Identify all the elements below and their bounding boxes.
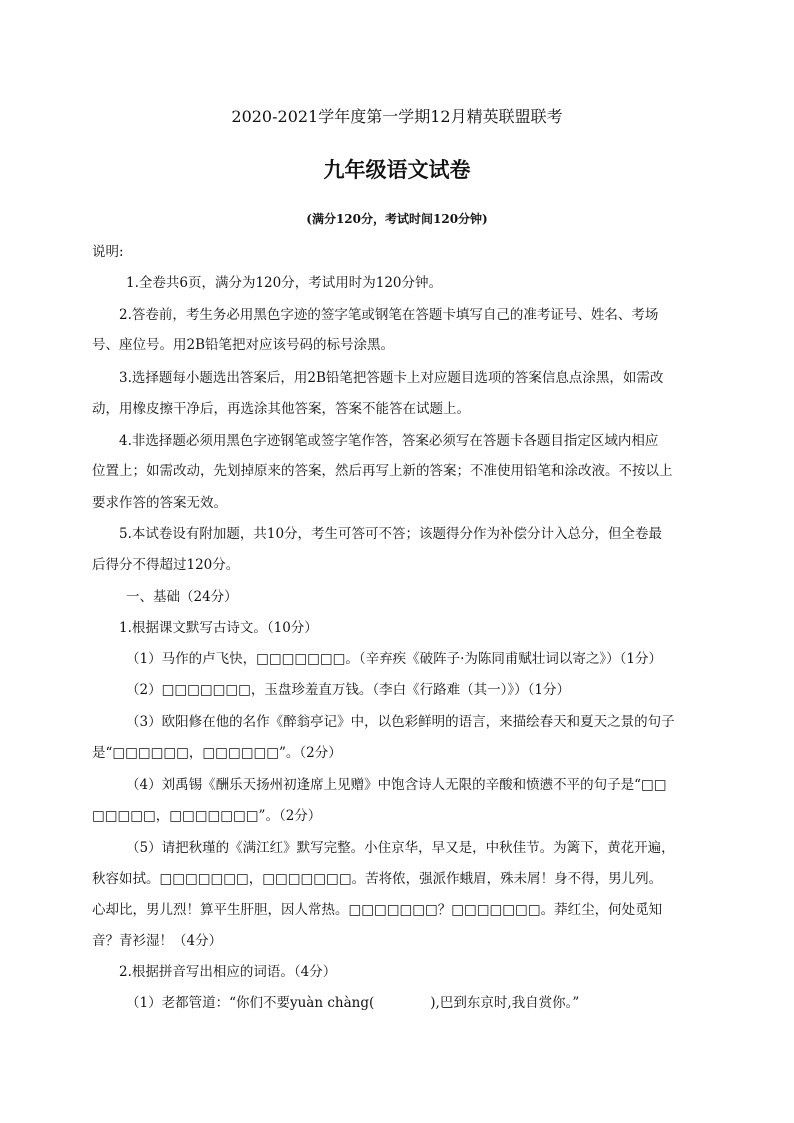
instruction-item-2-line-1: 2.答卷前，考生务必用黑色字迹的签字笔或钢笔在答题卡填写自己的准考证号、姓名、考场 (119, 307, 659, 323)
paper-title: 九年级语文试卷 (323, 157, 471, 182)
question-1-part-5-line-1: （5）请把秋瑾的《满江红》默写完整。小住京华，早又是，中秋佳节。为篱下，黄花开遍， (126, 840, 675, 856)
question-2-part-1-ending: ),巴到东京时,我自赏你。” (430, 995, 580, 1011)
instruction-item-4-line-1: 4.非选择题必须用黑色字迹钢笔或签字笔作答，答案必须写在答题卡各题目指定区域内相应 (119, 433, 659, 449)
question-1-part-2: （2）□□□□□□□，玉盘珍羞直万钱。（李白《行路难（其一）》）（1分） (126, 682, 570, 698)
question-1-part-5-line-4: 音？青衫湿！（4分） (92, 933, 223, 949)
question-1-part-3-line-2: 是“□□□□□□，□□□□□□”。（2分） (92, 745, 342, 761)
question-2-part-1-prompt: （1）老都管道：“你们不要yuàn chàng( (126, 995, 375, 1011)
question-2-part-1 (126, 993, 579, 1013)
instruction-item-3-line-2: 动，用橡皮擦干净后，再选涂其他答案，答案不能答在试题上。 (92, 401, 470, 417)
question-1-title: 1.根据课文默写古诗文。（10分） (119, 620, 318, 636)
question-1-part-5-line-3: 心却比，男儿烈！算平生肝胆，因人常热。□□□□□□□？□□□□□□□。莽红尘，何处觅知 (92, 902, 663, 918)
section-heading: 一、基础（24分） (126, 589, 238, 605)
instruction-item-4-line-3: 要求作答的答案无效。 (92, 495, 227, 511)
instruction-item-5-line-1: 5.本试卷设有附加题，共10分，考生可答可不答；该题得分作为补偿分计入总分，但全卷最 (119, 526, 663, 542)
question-1-part-1: （1）马作的卢飞快，□□□□□□□。（辛弃疾《破阵子·为陈同甫赋壮词以寄之》）（1分） (126, 651, 663, 667)
question-1-part-4-line-1: （4）刘禹锡《酬乐天扬州初逢席上见赠》中饱含诗人无限的辛酸和愤懑不平的句子是“□□ (126, 777, 667, 793)
instruction-item-4-line-2: 位置上；如需改动，先划掉原来的答案，然后再写上新的答案；不准使用铅笔和涂改液。不按以上 (92, 463, 673, 479)
question-1-part-3-line-1: （3）欧阳修在他的名作《醉翁亭记》中，以色彩鲜明的语言，来描绘春天和夏天之景的句子 (126, 714, 675, 730)
instruction-item-2-line-2: 号、座位号。用2B铅笔把对应该号码的标号涂黑。 (92, 337, 395, 353)
instruction-item-1: 1.全卷共6页，满分为120分，考试用时为120分钟。 (126, 275, 443, 291)
exam-title: 2020-2021学年度第一学期12月精英联盟联考 (231, 107, 563, 126)
question-1-part-4-line-2: □□□□□，□□□□□□□”。（2分） (92, 808, 322, 824)
score-note: (满分120分，考试时间120分钟) (306, 212, 488, 226)
instruction-item-5-line-2: 后得分不得超过120分。 (92, 557, 240, 573)
question-1-part-5-line-2: 秋容如拭。□□□□□□□，□□□□□□□。苦将侬，强派作蛾眉，殊未屑！身不得，男儿列。 (92, 871, 663, 887)
instructions-label: 说明: (92, 244, 124, 260)
instruction-item-3-line-1: 3.选择题每小题选出答案后，用2B铅笔把答题卡上对应题目选项的答案信息点涂黑，如需改 (119, 370, 664, 386)
question-2-title: 2.根据拼音写出相应的词语。（4分） (119, 964, 337, 980)
